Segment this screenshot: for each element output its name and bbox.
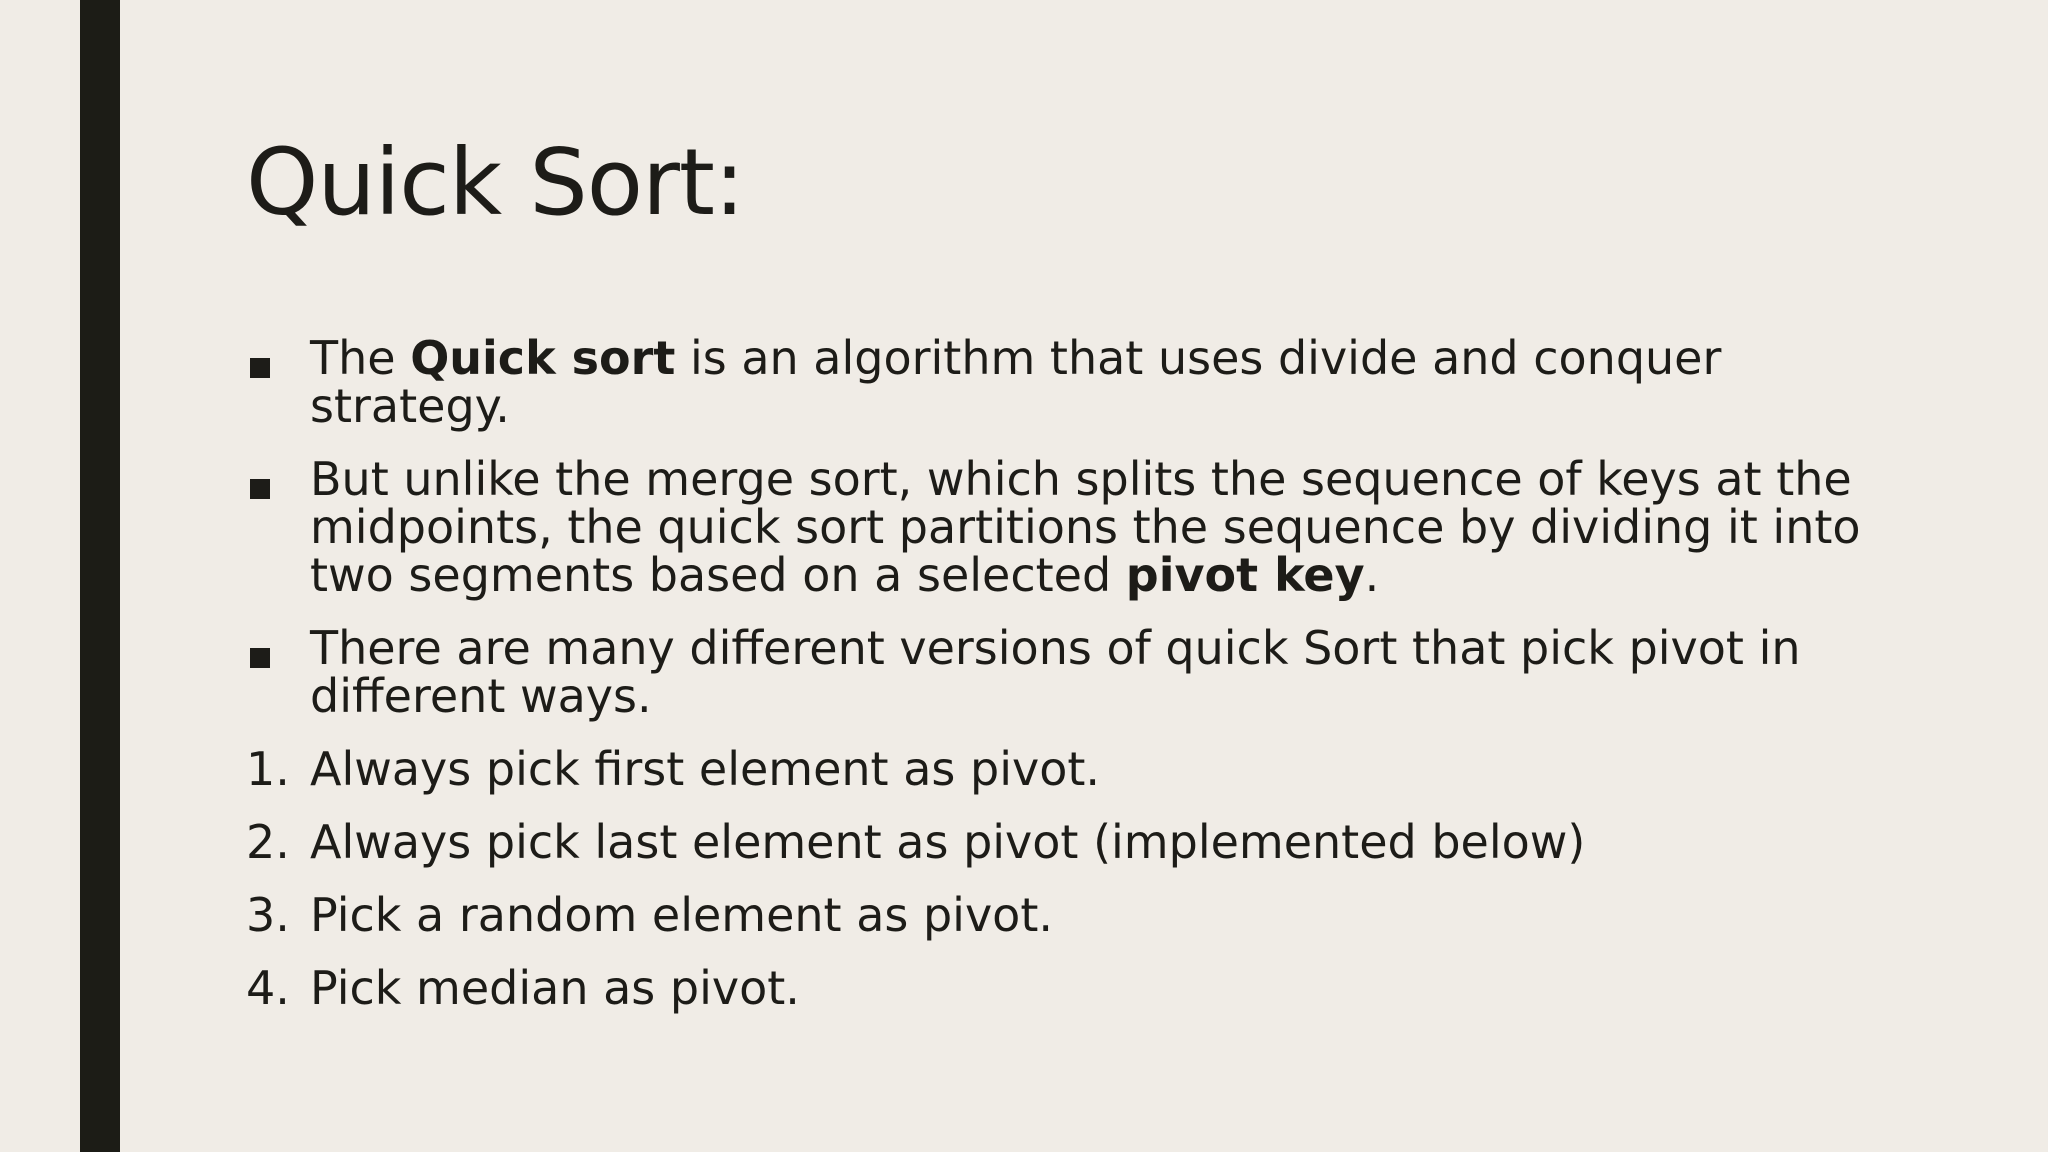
bullet-text-segment: There are many different versions of quick Sort that pick pivot in different ways. bbox=[310, 621, 1801, 723]
list-number: 2. bbox=[246, 815, 290, 869]
bullet-text bbox=[310, 452, 1861, 602]
bullet-text bbox=[310, 621, 1801, 723]
square-bullet-icon bbox=[250, 479, 270, 499]
bullet-text-segment: But unlike the merge sort, which splits the sequence of keys at the midpoints, the quick sort partitions the sequence by dividing it into two segments based on a selected bbox=[310, 452, 1861, 602]
slide-content bbox=[246, 331, 1886, 1037]
left-accent-bar bbox=[80, 0, 120, 1152]
numbered-item-text: Always pick first element as pivot. bbox=[310, 742, 1100, 796]
list-number: 1. bbox=[246, 742, 290, 796]
bullet-bold-term: pivot key bbox=[1125, 548, 1365, 602]
numbered-item bbox=[246, 961, 1886, 1015]
bullet-bold-term: Quick sort bbox=[410, 331, 676, 385]
list-number: 4. bbox=[246, 961, 290, 1015]
bullet-text-segment: . bbox=[1364, 548, 1380, 602]
numbered-item bbox=[246, 742, 1886, 796]
bullet-item bbox=[246, 452, 1886, 602]
numbered-item-text: Always pick last element as pivot (implemented below) bbox=[310, 815, 1586, 869]
numbered-item bbox=[246, 888, 1886, 942]
bullet-text-segment: is an algorithm that uses divide and conquer strategy. bbox=[310, 331, 1722, 433]
numbered-item-text: Pick a random element as pivot. bbox=[310, 888, 1053, 942]
square-bullet-icon bbox=[250, 648, 270, 668]
bullet-text-segment: The bbox=[310, 331, 411, 385]
numbered-item bbox=[246, 815, 1886, 869]
numbered-item-text: Pick median as pivot. bbox=[310, 961, 800, 1015]
bullet-text bbox=[310, 331, 1721, 433]
square-bullet-icon bbox=[250, 358, 270, 378]
list-number: 3. bbox=[246, 888, 290, 942]
slide-title: Quick Sort: bbox=[246, 129, 744, 236]
bullet-item bbox=[246, 331, 1886, 433]
bullet-item bbox=[246, 621, 1886, 723]
